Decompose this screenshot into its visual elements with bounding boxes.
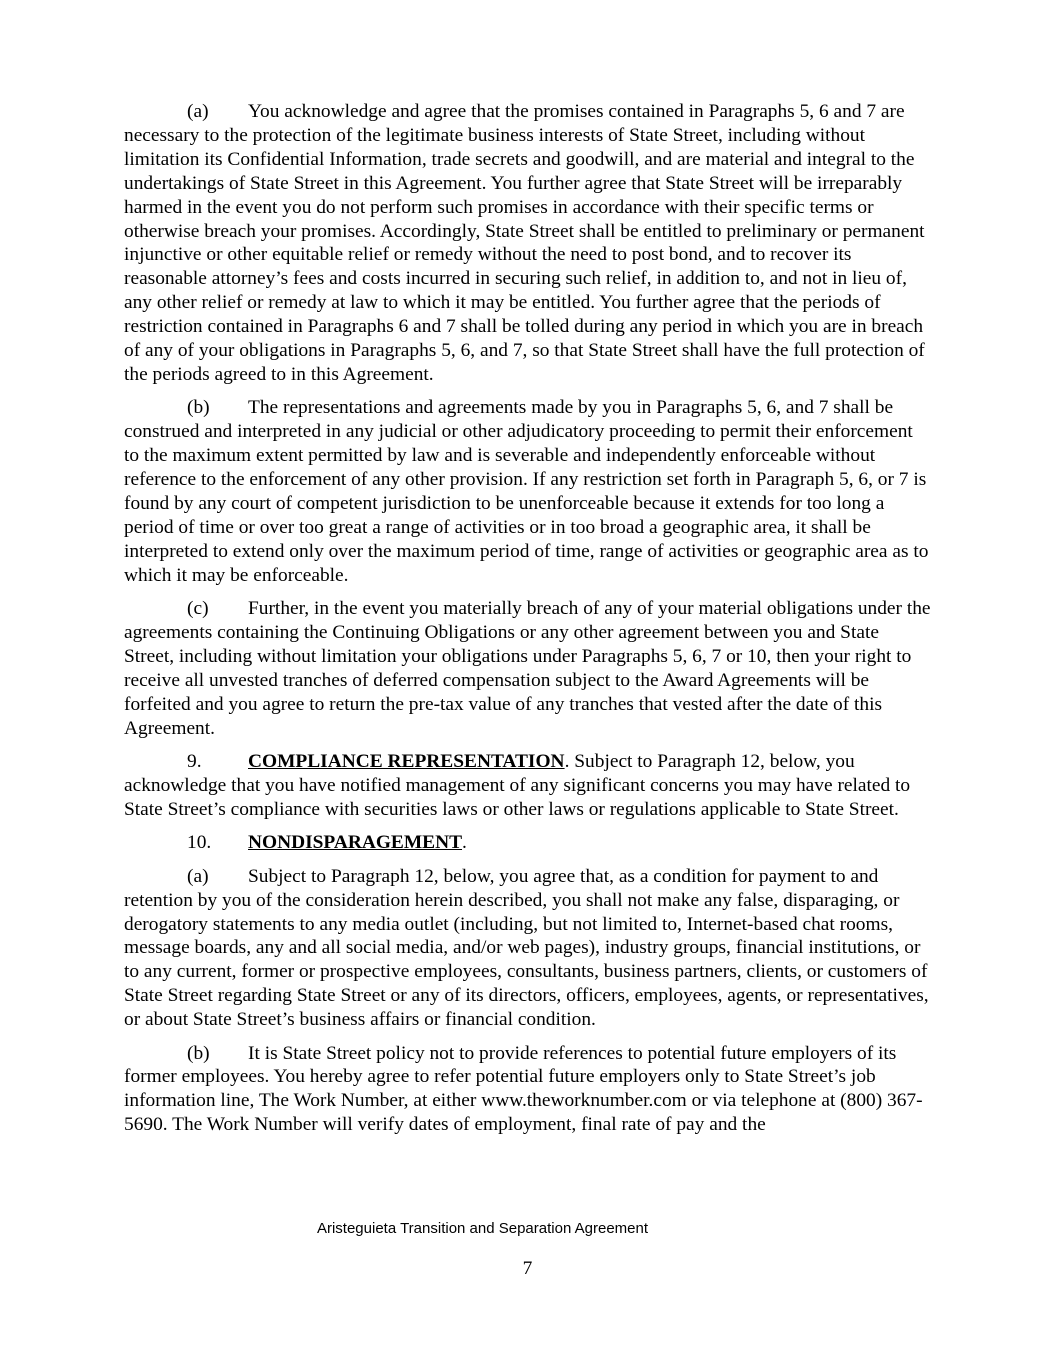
paragraph-label: (b) [187,397,210,419]
paragraph-10a [124,865,932,1032]
footer-document-title: Aristeguieta Transition and Separation Agreement [316,1220,649,1237]
paragraph-label: (c) [187,598,209,620]
section-text: . Subject to Paragraph 12, below, you acknowledge that you have notified management of any significant concerns you may have related to State Street’s compliance with securities laws or other laws or regulations applicable to State Street. [124,751,911,820]
paragraph-8b [124,396,932,587]
paragraph-label: (b) [187,1042,210,1064]
paragraph-10b [124,1042,932,1138]
document-body [124,100,932,1147]
paragraph-8a [124,100,932,387]
paragraph-text: The representations and agreements made by you in Paragraphs 5, 6, and 7 shall be construed and interpreted in any judicial or other adjudicatory proceeding to permit their enforcement to the maximum extent permitted by law and is severable and independently enforceable without reference to the enforcement of any other provision. If any restriction set forth in Paragraph 5, 6, or 7 is found by any court of competent jurisdiction to be unenforceable because it extends for too long a period of time or over too great a range of activities or in too broad a geographic area, it shall be interpreted to extend only over the maximum period of time, range of activities or geographic area as to which it may be enforceable. [124,397,929,586]
section-heading: COMPLIANCE REPRESENTATION [248,751,565,773]
paragraph-text: It is State Street policy not to provide references to potential future employers of its former employees. You hereby agree to refer potential future employers only to State Street’s job information line, The Work Number, at either www.theworknumber.com or via telephone at (800) 367-5690. The Work Number will verify dates of employment, final rate of pay and the [124,1042,923,1136]
section-heading: NONDISPARAGEMENT [248,832,463,854]
paragraph-text: Further, in the event you materially breach of any of your material obligations under the agreements containing the Continuing Obligations or any other agreement between you and State Street, including without limitation your obligations under Paragraphs 5, 6, 7 or 10, then your right to receive all unvested tranches of deferred compensation subject to the Award Agreements will be forfeited and you agree to return the pre-tax value of any tranches that vested after the date of this Agreement. [124,598,931,739]
paragraph-text: Subject to Paragraph 12, below, you agree that, as a condition for payment to and retention by you of the consideration herein described, you shall not make any false, disparaging, or derogatory statements to any media outlet (including, but not limited to, Internet-based chat rooms, message boards, any and all social media, and/or web pages), industry groups, financial institutions, or to any current, former or prospective employees, consultants, business partners, clients, or customers of State Street regarding State Street or any of its directors, officers, employees, agents, or representatives, or about State Street’s business affairs or financial condition. [124,865,929,1031]
section-10-nondisparagement [124,831,932,855]
paragraph-8c [124,597,932,740]
paragraph-label: (a) [187,865,209,887]
section-heading-period: . [462,832,467,854]
paragraph-label: (a) [187,101,209,122]
paragraph-text: You acknowledge and agree that the promises contained in Paragraphs 5, 6 and 7 are necessary to the protection of the legitimate business interests of State Street, including without limitation its Confidential Information, trade secrets and goodwill, and are material and integral to the undertakings of State Street in this Agreement. You further agree that State Street will be irreparably harmed in the event you do not perform such promises in accordance with their specific terms or otherwise breach your promises. Accordingly, State Street shall be entitled to preliminary or permanent injunctive or other equitable relief or remedy without the need to post bond, and to recover its reasonable attorney’s fees and costs incurred in securing such relief, in addition to, and not in lieu of, any other relief or remedy at law to which it may be entitled. You further agree that the periods of restriction contained in Paragraphs 6 and 7 shall be tolled during any period in which you are in breach of any of your obligations in Paragraphs 5, 6, and 7, so that State Street shall have the full protection of the periods agreed to in this Agreement. [124,101,925,385]
section-number: 10. [187,832,212,854]
section-9-compliance-representation [124,750,932,822]
page-number: 7 [522,1258,533,1279]
section-number: 9. [187,751,202,773]
